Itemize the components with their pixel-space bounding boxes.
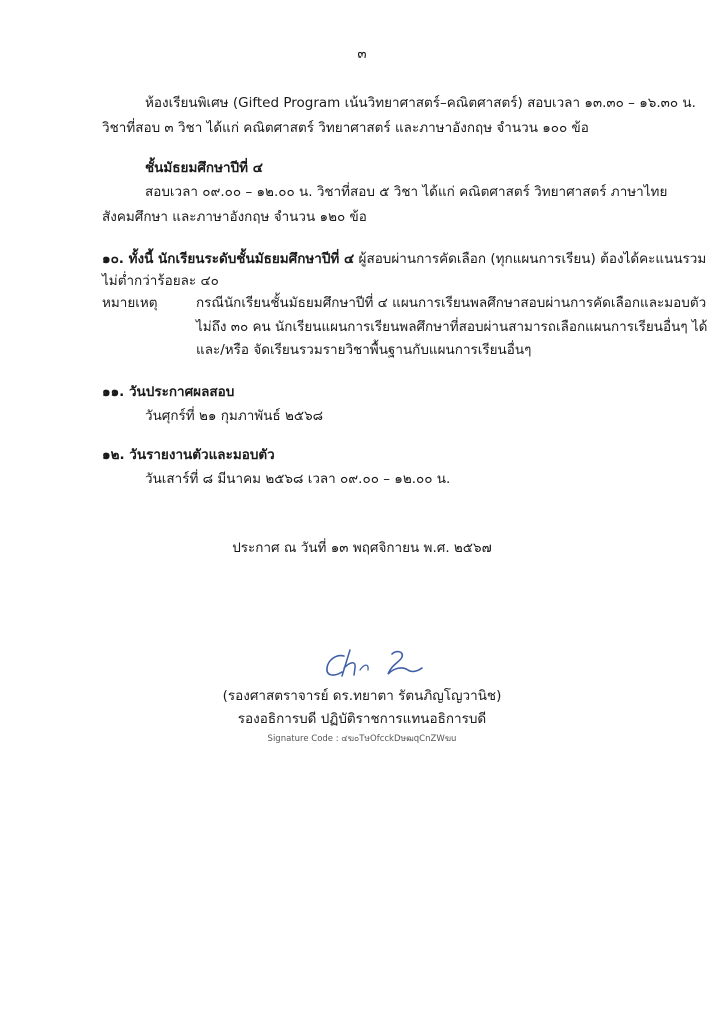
m4-line-2: สังคมศึกษา และภาษาอังกฤษ จำนวน ๑๒๐ ข้อ xyxy=(102,209,367,225)
item-11-date: วันศุกร์ที่ ๒๑ กุมภาพันธ์ ๒๕๖๘ xyxy=(145,408,324,424)
item-12-heading: ๑๒. วันรายงานตัวและมอบตัว xyxy=(102,447,275,463)
signer-position: รองอธิการบดี ปฏิบัติราชการแทนอธิการบดี xyxy=(237,711,487,727)
m4-heading: ชั้นมัธยมศึกษาปีที่ ๔ xyxy=(145,160,263,176)
note-label: หมายเหตุ xyxy=(102,295,158,311)
signature-code: Signature Code : ๔ฆ๐TษOfcckDษฒqCnZWฆu xyxy=(267,734,457,744)
note-line-3: และ/หรือ จัดเรียนรวมรายวิชาพื้นฐานกับแผนการเรียนอื่นๆ xyxy=(196,342,532,358)
signer-name: (รองศาสตราจารย์ ดร.ทยาตา รัตนภิญโญวานิช) xyxy=(222,688,502,704)
note-line-1: กรณีนักเรียนชั้นมัธยมศึกษาปีที่ ๔ แผนการเรียนพลศึกษาสอบผ่านการคัดเลือกและมอบตัว xyxy=(196,295,707,311)
gifted-line-1: ห้องเรียนพิเศษ (Gifted Program เน้นวิทยาศาสตร์–คณิตศาสตร์) สอบเวลา ๑๓.๓๐ – ๑๖.๓๐ น. xyxy=(145,95,696,111)
note-line-2: ไม่ถึง ๓๐ คน นักเรียนแผนการเรียนพลศึกษาที่สอบผ่านสามารถเลือกแผนการเรียนอื่นๆ ได้ xyxy=(196,319,708,335)
item-10-text: ผู้สอบผ่านการคัดเลือก (ทุกแผนการเรียน) ต้องได้คะแนนรวม xyxy=(354,251,707,267)
item-10-line-2: ไม่ต่ำกว่าร้อยละ ๔๐ xyxy=(102,273,219,289)
handwritten-signature xyxy=(322,646,434,682)
gifted-line-2: วิชาที่สอบ ๓ วิชา ได้แก่ คณิตศาสตร์ วิทยาศาสตร์ และภาษาอังกฤษ จำนวน ๑๐๐ ข้อ xyxy=(102,120,589,136)
item-11-heading: ๑๑. วันประกาศผลสอบ xyxy=(102,384,235,400)
page-number: ๓ xyxy=(357,46,367,62)
announcement-date: ประกาศ ณ วันที่ ๑๓ พฤศจิกายน พ.ศ. ๒๕๖๗ xyxy=(232,540,492,556)
item-12-date: วันเสาร์ที่ ๘ มีนาคม ๒๕๖๘ เวลา ๐๙.๐๐ – ๑๒.๐๐ น. xyxy=(145,471,451,487)
m4-line-1: สอบเวลา ๐๙.๐๐ – ๑๒.๐๐ น. วิชาที่สอบ ๕ วิชา ได้แก่ คณิตศาสตร์ วิทยาศาสตร์ ภาษาไทย xyxy=(145,184,668,200)
item-10-line-1 xyxy=(102,250,706,268)
item-10-heading: ๑๐. ทั้งนี้ นักเรียนระดับชั้นมัธยมศึกษาปีที่ ๔ xyxy=(102,251,355,267)
